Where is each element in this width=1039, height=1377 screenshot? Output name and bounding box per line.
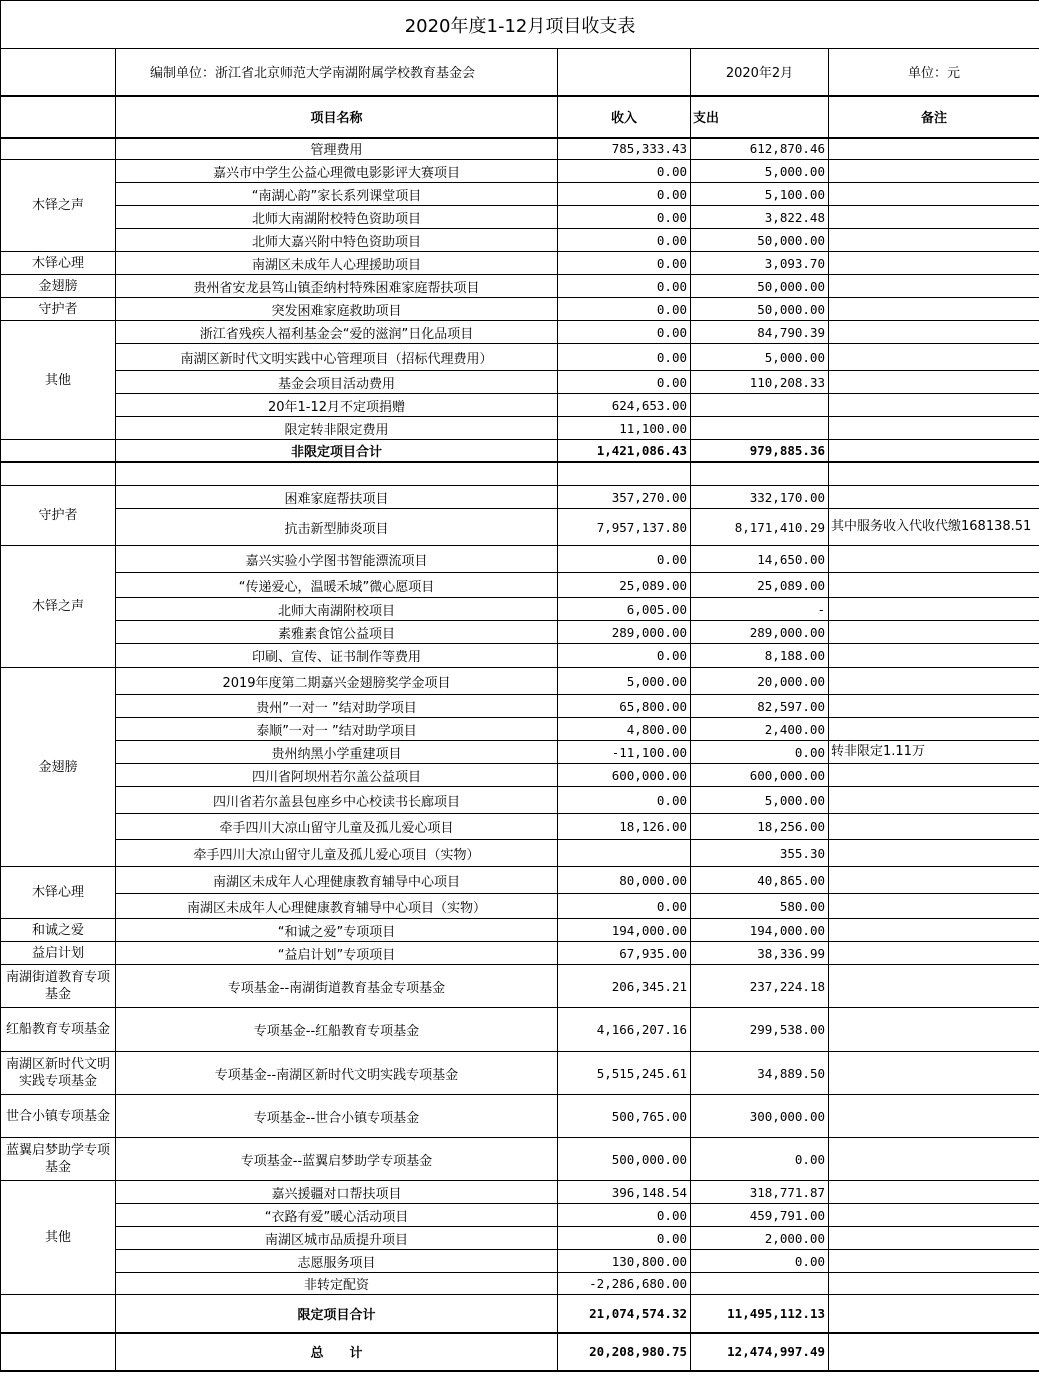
income-cell: 25,089.00 — [558, 573, 691, 598]
project-name-cell: 困难家庭帮扶项目 — [116, 486, 558, 509]
project-name-cell: 贵州纳黑小学重建项目 — [116, 741, 558, 764]
income-cell: 130,800.00 — [558, 1250, 691, 1273]
expense-cell: 0.00 — [691, 741, 829, 764]
table-row — [1, 1227, 1039, 1250]
expense-cell: 332,170.00 — [691, 486, 829, 509]
project-name-cell: 南湖区城市品质提升项目 — [116, 1227, 558, 1250]
expense-cell: 5,000.00 — [691, 787, 829, 814]
note-cell — [829, 764, 1039, 787]
note-cell — [829, 417, 1039, 440]
table-row — [1, 598, 1039, 621]
expense-cell: 8,188.00 — [691, 644, 829, 668]
project-name-cell: 2019年度第二期嘉兴金翅膀奖学金项目 — [116, 668, 558, 695]
table-row — [1, 644, 1039, 668]
project-name-cell: 专项基金--红船教育专项基金 — [116, 1008, 558, 1052]
expense-cell: 237,224.18 — [691, 965, 829, 1008]
note-cell — [829, 695, 1039, 718]
table-row — [1, 814, 1039, 840]
category-cell: 其他 — [1, 321, 116, 440]
project-name-cell: 限定转非限定费用 — [116, 417, 558, 440]
note-cell — [829, 344, 1039, 371]
table-row — [1, 298, 1039, 321]
expense-cell: 355.30 — [691, 840, 829, 867]
project-name-cell: 志愿服务项目 — [116, 1250, 558, 1273]
project-name-cell: 四川省阿坝州若尔盖公益项目 — [116, 764, 558, 787]
income-cell: 18,126.00 — [558, 814, 691, 840]
expense-cell: 612,870.46 — [691, 138, 829, 160]
note-cell — [829, 1138, 1039, 1181]
expense-cell: 50,000.00 — [691, 298, 829, 321]
note-cell — [829, 644, 1039, 668]
report-date: 2020年2月 — [691, 49, 829, 96]
table-row — [1, 206, 1039, 229]
project-name-cell: 贵州”一对一 ”结对助学项目 — [116, 695, 558, 718]
expense-cell: 20,000.00 — [691, 668, 829, 695]
note-cell — [829, 668, 1039, 695]
project-name-cell: 突发困难家庭救助项目 — [116, 298, 558, 321]
expense-cell: 299,538.00 — [691, 1008, 829, 1052]
table-row — [1, 275, 1039, 298]
expense-cell: 289,000.00 — [691, 621, 829, 644]
category-cell: 南湖区新时代文明实践专项基金 — [1, 1052, 116, 1095]
total-label: 限定项目合计 — [116, 1295, 558, 1333]
expense-cell — [691, 394, 829, 417]
note-cell: 其中服务收入代收代缴168138.51 — [829, 509, 1039, 546]
note-cell — [829, 1052, 1039, 1095]
income-cell: 0.00 — [558, 344, 691, 371]
income-cell: 0.00 — [558, 160, 691, 183]
project-name-cell: 嘉兴实验小学图书智能漂流项目 — [116, 546, 558, 573]
project-name-cell: 北师大南湖附校项目 — [116, 598, 558, 621]
project-name-cell: 专项基金--南湖街道教育基金专项基金 — [116, 965, 558, 1008]
project-name-cell: 北师大嘉兴附中特色资助项目 — [116, 229, 558, 252]
blank-cell — [1, 1295, 116, 1333]
project-name-cell: 南湖区新时代文明实践中心管理项目（招标代理费用） — [116, 344, 558, 371]
table-row — [1, 1008, 1039, 1052]
header-income: 收入 — [558, 96, 691, 138]
project-name-cell: 南湖区未成年人心理健康教育辅导中心项目（实物） — [116, 894, 558, 919]
income-cell: 0.00 — [558, 275, 691, 298]
expense-cell: 40,865.00 — [691, 867, 829, 894]
total-income: 20,208,980.75 — [558, 1333, 691, 1371]
project-name-cell: 非转定配资 — [116, 1273, 558, 1295]
category-cell: 木铎之声 — [1, 546, 116, 668]
project-name-cell: “南湖心韵”家长系列课堂项目 — [116, 183, 558, 206]
note-cell — [829, 1204, 1039, 1227]
expense-cell: 5,000.00 — [691, 160, 829, 183]
note-cell — [829, 394, 1039, 417]
project-name-cell: 北师大南湖附校特色资助项目 — [116, 206, 558, 229]
category-cell: 木铎心理 — [1, 252, 116, 275]
income-cell: 5,515,245.61 — [558, 1052, 691, 1095]
expense-cell: 14,650.00 — [691, 546, 829, 573]
project-name-cell: 南湖区未成年人心理健康教育辅导中心项目 — [116, 867, 558, 894]
table-row — [1, 573, 1039, 598]
note-cell — [829, 598, 1039, 621]
blank-cell — [116, 462, 558, 486]
project-name-cell: “传递爱心，温暖禾城”微心愿项目 — [116, 573, 558, 598]
total-label: 非限定项目合计 — [116, 440, 558, 462]
income-cell: 5,000.00 — [558, 668, 691, 695]
table-row — [1, 1181, 1039, 1204]
income-cell: 0.00 — [558, 371, 691, 394]
table-row — [1, 695, 1039, 718]
income-cell: 0.00 — [558, 183, 691, 206]
category-cell: 守护者 — [1, 486, 116, 546]
blank-cell — [1, 1333, 116, 1371]
note-cell — [829, 573, 1039, 598]
total-income: 21,074,574.32 — [558, 1295, 691, 1333]
table-row — [1, 1250, 1039, 1273]
expense-cell: 318,771.87 — [691, 1181, 829, 1204]
note-cell — [829, 206, 1039, 229]
note-cell: 转非限定1.11万 — [829, 741, 1039, 764]
expense-cell: 110,208.33 — [691, 371, 829, 394]
note-cell — [829, 229, 1039, 252]
table-row — [1, 321, 1039, 344]
grand-total-row — [1, 1333, 1039, 1371]
expense-cell: 580.00 — [691, 894, 829, 919]
income-cell: 67,935.00 — [558, 942, 691, 965]
note-cell — [829, 814, 1039, 840]
category-cell: 和诚之爱 — [1, 919, 116, 942]
category-cell: 守护者 — [1, 298, 116, 321]
table-row — [1, 417, 1039, 440]
income-cell: 80,000.00 — [558, 867, 691, 894]
income-cell: 0.00 — [558, 229, 691, 252]
income-cell: 4,800.00 — [558, 718, 691, 741]
expense-cell: 34,889.50 — [691, 1052, 829, 1095]
table-row — [1, 894, 1039, 919]
income-cell: 0.00 — [558, 1204, 691, 1227]
expense-cell — [691, 417, 829, 440]
project-name-cell: 素雅素食馆公益项目 — [116, 621, 558, 644]
expense-cell: 2,000.00 — [691, 1227, 829, 1250]
expense-cell: 459,791.00 — [691, 1204, 829, 1227]
project-name-cell: 牵手四川大凉山留守儿童及孤儿爱心项目 — [116, 814, 558, 840]
table-row — [1, 919, 1039, 942]
note-cell — [829, 1250, 1039, 1273]
unrestricted-total-row — [1, 440, 1039, 462]
project-name-cell: 四川省若尔盖县包座乡中心校读书长廊项目 — [116, 787, 558, 814]
income-cell: 65,800.00 — [558, 695, 691, 718]
blank-cell — [691, 462, 829, 486]
category-cell: 木铎心理 — [1, 867, 116, 919]
project-name-cell: 管理费用 — [116, 138, 558, 160]
income-cell: 0.00 — [558, 298, 691, 321]
table-row — [1, 718, 1039, 741]
income-cell: -2,286,680.00 — [558, 1273, 691, 1295]
expense-cell: 25,089.00 — [691, 573, 829, 598]
table-row — [1, 371, 1039, 394]
note-cell — [829, 183, 1039, 206]
income-cell: 7,957,137.80 — [558, 509, 691, 546]
table-row — [1, 394, 1039, 417]
income-cell: 206,345.21 — [558, 965, 691, 1008]
income-cell: 6,005.00 — [558, 598, 691, 621]
table-row — [1, 486, 1039, 509]
category-cell: 金翅膀 — [1, 275, 116, 298]
income-cell: 0.00 — [558, 644, 691, 668]
table-row — [1, 1052, 1039, 1095]
total-label: 总 计 — [116, 1333, 558, 1371]
table-row — [1, 621, 1039, 644]
note-cell — [829, 1095, 1039, 1138]
compiler-unit: 编制单位：浙江省北京师范大学南湖附属学校教育基金会 — [116, 49, 558, 96]
income-cell: 4,166,207.16 — [558, 1008, 691, 1052]
income-cell: 396,148.54 — [558, 1181, 691, 1204]
table-row — [1, 668, 1039, 695]
income-cell: 0.00 — [558, 252, 691, 275]
project-name-cell: 南湖区未成年人心理援助项目 — [116, 252, 558, 275]
total-expense: 11,495,112.13 — [691, 1295, 829, 1333]
table-row — [1, 741, 1039, 764]
income-cell: 500,765.00 — [558, 1095, 691, 1138]
expense-cell: 5,000.00 — [691, 344, 829, 371]
income-cell: 0.00 — [558, 206, 691, 229]
table-row — [1, 764, 1039, 787]
income-cell: 0.00 — [558, 1227, 691, 1250]
page-title: 2020年度1-12月项目收支表 — [1, 1, 1039, 49]
income-cell: 0.00 — [558, 546, 691, 573]
note-cell — [829, 138, 1039, 160]
project-name-cell: 专项基金--南湖区新时代文明实践专项基金 — [116, 1052, 558, 1095]
category-cell: 世合小镇专项基金 — [1, 1095, 116, 1138]
note-cell — [829, 1273, 1039, 1295]
category-cell: 其他 — [1, 1181, 116, 1295]
table-row — [1, 509, 1039, 546]
project-name-cell: 嘉兴援疆对口帮扶项目 — [116, 1181, 558, 1204]
table-row — [1, 942, 1039, 965]
note-cell — [829, 371, 1039, 394]
table-row — [1, 840, 1039, 867]
note-cell — [829, 298, 1039, 321]
income-cell: 194,000.00 — [558, 919, 691, 942]
project-name-cell: “益启计划”专项项目 — [116, 942, 558, 965]
blank-cell — [829, 440, 1039, 462]
expense-cell: 300,000.00 — [691, 1095, 829, 1138]
note-cell — [829, 919, 1039, 942]
blank-cell — [1, 440, 116, 462]
expense-cell: 0.00 — [691, 1250, 829, 1273]
project-name-cell: “衣路有爱”暖心活动项目 — [116, 1204, 558, 1227]
table-row — [1, 1273, 1039, 1295]
note-cell — [829, 252, 1039, 275]
table-row — [1, 1095, 1039, 1138]
note-cell — [829, 965, 1039, 1008]
income-cell: 0.00 — [558, 321, 691, 344]
expense-cell: 0.00 — [691, 1138, 829, 1181]
table-row — [1, 1138, 1039, 1181]
expense-cell: - — [691, 598, 829, 621]
note-cell — [829, 840, 1039, 867]
note-cell — [829, 546, 1039, 573]
blank-cell — [558, 462, 691, 486]
restricted-total-row — [1, 1295, 1039, 1333]
expense-cell: 2,400.00 — [691, 718, 829, 741]
note-cell — [829, 486, 1039, 509]
expense-cell: 50,000.00 — [691, 275, 829, 298]
income-cell: 357,270.00 — [558, 486, 691, 509]
total-expense: 979,885.36 — [691, 440, 829, 462]
table-row — [1, 160, 1039, 183]
table-row — [1, 1204, 1039, 1227]
category-cell: 南湖街道教育专项基金 — [1, 965, 116, 1008]
category-cell: 益启计划 — [1, 942, 116, 965]
income-cell: 0.00 — [558, 787, 691, 814]
note-cell — [829, 321, 1039, 344]
header-name: 项目名称 — [116, 96, 558, 138]
category-cell: 红船教育专项基金 — [1, 1008, 116, 1052]
note-cell — [829, 1227, 1039, 1250]
note-cell — [829, 1008, 1039, 1052]
table-row — [1, 229, 1039, 252]
expense-cell: 18,256.00 — [691, 814, 829, 840]
income-cell: 624,653.00 — [558, 394, 691, 417]
total-income: 1,421,086.43 — [558, 440, 691, 462]
expense-cell: 600,000.00 — [691, 764, 829, 787]
income-cell: 0.00 — [558, 894, 691, 919]
expense-cell: 84,790.39 — [691, 321, 829, 344]
expense-cell: 3,822.48 — [691, 206, 829, 229]
table-row — [1, 867, 1039, 894]
note-cell — [829, 894, 1039, 919]
note-cell — [829, 787, 1039, 814]
note-cell — [829, 718, 1039, 741]
project-name-cell: 贵州省安龙县笃山镇歪纳村特殊困难家庭帮扶项目 — [116, 275, 558, 298]
total-expense: 12,474,997.49 — [691, 1333, 829, 1371]
category-cell: 金翅膀 — [1, 668, 116, 867]
project-name-cell: 浙江省残疾人福利基金会“爱的滋润”日化品项目 — [116, 321, 558, 344]
blank-cell — [829, 462, 1039, 486]
expense-cell: 194,000.00 — [691, 919, 829, 942]
project-name-cell: 20年1-12月不定项捐赠 — [116, 394, 558, 417]
expense-cell: 8,171,410.29 — [691, 509, 829, 546]
income-cell: -11,100.00 — [558, 741, 691, 764]
table-row — [1, 546, 1039, 573]
project-name-cell: “和诚之爱”专项项目 — [116, 919, 558, 942]
note-cell — [829, 867, 1039, 894]
spacer-row — [1, 462, 1039, 486]
income-cell — [558, 840, 691, 867]
expense-cell: 38,336.99 — [691, 942, 829, 965]
expense-cell: 50,000.00 — [691, 229, 829, 252]
note-cell — [829, 1181, 1039, 1204]
category-cell: 蓝翼启梦助学专项基金 — [1, 1138, 116, 1181]
project-name-cell: 印刷、宣传、证书制作等费用 — [116, 644, 558, 668]
note-cell — [829, 275, 1039, 298]
note-cell — [829, 942, 1039, 965]
table-row — [1, 344, 1039, 371]
note-cell — [829, 621, 1039, 644]
expense-cell: 3,093.70 — [691, 252, 829, 275]
header-expense: 支出 — [691, 96, 829, 138]
expense-cell — [691, 1273, 829, 1295]
currency-unit: 单位：元 — [829, 49, 1039, 96]
project-name-cell: 专项基金--蓝翼启梦助学专项基金 — [116, 1138, 558, 1181]
income-cell: 600,000.00 — [558, 764, 691, 787]
blank-cell — [1, 462, 116, 486]
project-name-cell: 基金会项目活动费用 — [116, 371, 558, 394]
table-row — [1, 965, 1039, 1008]
income-cell: 289,000.00 — [558, 621, 691, 644]
blank-cell — [829, 1295, 1039, 1333]
table-row — [1, 787, 1039, 814]
blank-cell — [829, 1333, 1039, 1371]
expense-cell: 82,597.00 — [691, 695, 829, 718]
income-cell: 785,333.43 — [558, 138, 691, 160]
table-row — [1, 252, 1039, 275]
note-cell — [829, 160, 1039, 183]
expense-cell: 5,100.00 — [691, 183, 829, 206]
project-name-cell: 抗击新型肺炎项目 — [116, 509, 558, 546]
table-row — [1, 183, 1039, 206]
header-note: 备注 — [829, 96, 1039, 138]
category-cell — [1, 138, 116, 160]
income-cell: 500,000.00 — [558, 1138, 691, 1181]
project-name-cell: 泰顺”一对一 ”结对助学项目 — [116, 718, 558, 741]
table-row — [1, 138, 1039, 160]
project-name-cell: 牵手四川大凉山留守儿童及孤儿爱心项目（实物） — [116, 840, 558, 867]
income-cell: 11,100.00 — [558, 417, 691, 440]
project-name-cell: 嘉兴市中学生公益心理微电影影评大赛项目 — [116, 160, 558, 183]
category-cell: 木铎之声 — [1, 160, 116, 252]
project-name-cell: 专项基金--世合小镇专项基金 — [116, 1095, 558, 1138]
